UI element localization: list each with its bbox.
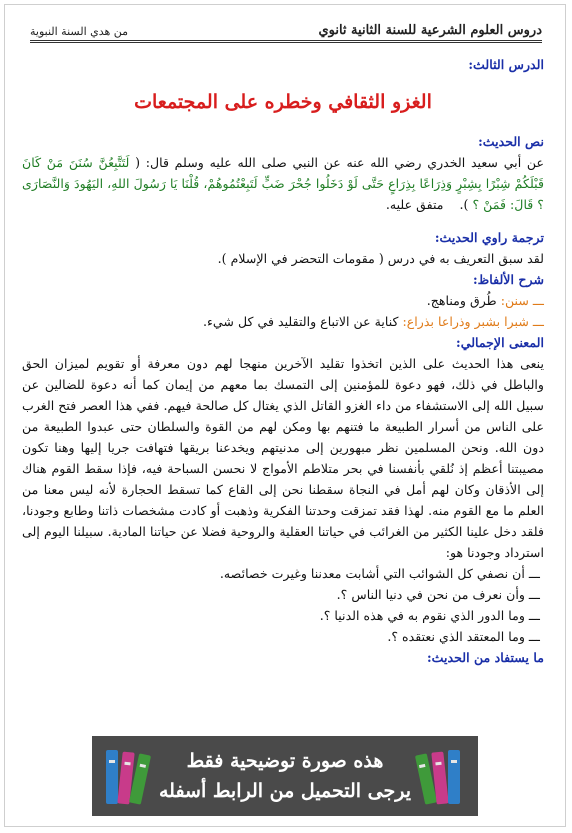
list-item: ـــ أن نصفي كل الشوائب التي أشابت معدننا وغيرت خصائصه. xyxy=(219,566,540,581)
hadith-heading: نص الحديث: xyxy=(478,134,544,149)
hadith-intro: عن أبي سعيد الخدري رضي الله عنه عن النبي صلى الله عليه وسلم قال: ( xyxy=(129,155,544,170)
vocab-item xyxy=(22,290,544,311)
banner-line-1: هذه صورة توضيحية فقط xyxy=(186,750,384,772)
vocab-term: سنن: xyxy=(500,293,529,308)
list-item: ـــ وأن نعرف من نحن في دنيا الناس ؟. xyxy=(336,587,540,602)
benefits-heading: ما يستفاد من الحديث: xyxy=(426,650,544,665)
list-item: ـــ وما المعتقد الذي نعتقده ؟. xyxy=(387,629,540,644)
banner-line-2: يرجى التحميل من الرابط أسفله xyxy=(158,780,412,802)
books-icon xyxy=(414,744,474,810)
page-header xyxy=(30,18,542,43)
hadith-paragraph xyxy=(22,152,544,215)
narrator-heading: ترجمة راوي الحديث: xyxy=(434,230,544,245)
header-main-title: دروس العلوم الشرعية للسنة الثانية ثانوي xyxy=(318,23,542,38)
hadith-text: لَتَتَّبِعُنَّ سُنَنَ مَنْ كَانَ قَبْلَكُمْ شِبْرًا بِشِبْرٍ وَذِرَاعًا بِذِرَاعٍ حَتَّى لَوْ دَخَلُوا جُحْرَ ضَبٍّ لَتَبِعْتُمُوهُمْ، قُلْنَا يَا رَسُولَ اللهِ، اليَهُودَ وَالنَّصَارَى ؟ قَالَ: فَمَنْ ؟ xyxy=(22,155,544,212)
vocab-item xyxy=(22,311,544,332)
vocab-term: شبرا بشبر وذراعا بذراع: xyxy=(402,314,529,329)
vocab-meaning: كناية عن الاتباع والتقليد في كل شيء. xyxy=(202,314,399,329)
lesson-title: الغزو الثقافي وخطره على المجتمعات xyxy=(134,91,432,113)
lesson-label: الدرس الثالث: xyxy=(468,57,544,72)
vocab-dash: ـــ xyxy=(532,293,544,308)
general-meaning-paragraph: ينعى هذا الحديث على الذين اتخذوا تقليد الآخرين منهجا لهم دون معرفة أو تقويم لميزان الحق والباطل في ذلك، فهو دعوة للمؤمنين إلى التمسك بما معهم من إيمان كما أنه دعوة للضالين عن سبيل الله إلى الاستشفاء من داء الغزو القاتل الذي يغتال كل صالحة فيهم. ففي هذا العصر فتح الغرب على الناس من أسرار الطبيعة ما فتنهم بها ومكن لهم من القوة والسلطان حتى عبدوا الطبيعة من دون الله. ونحن المسلمين نظر مبهورين إلى مدنيتهم ويخدعنا بريقها فتهافت جريا إليها وهنا تكون مصيبتنا أعظم إذ نُلقي بأنفسنا في بحر متلاطم الأمواج لا نحسن السباحة فيه، فإذا سقط القوم هناك إلى الأذقان وكان لهم أمل في النجاة سقطنا نحن إلى القاع كما تسقط الحجارة لأنه ليس معنا من العلم ما مع القوم منه. لهذا فقد تمزقت وحدتنا الفكرية وذهبت أو كادت مشخصات ذاتنا وطابع وجودنا، فلقد دخل علينا الكثير من الغرائب في حياتنا العقلية والروحية فضلا عن حياتنا المادية. سبيلنا اليوم إلى استرداد وجودنا هو: xyxy=(22,356,544,560)
hadith-agreed: متفق عليه. xyxy=(385,197,444,212)
list-item: ـــ وما الدور الذي نقوم به في هذه الدنيا ؟. xyxy=(319,608,540,623)
vocab-dash: ـــ xyxy=(532,314,544,329)
document-body xyxy=(22,52,544,668)
hadith-close: ). xyxy=(459,197,473,212)
narrator-text: لقد سبق التعريف به في درس ( مقومات التحضر في الإسلام ). xyxy=(217,251,544,266)
vocab-meaning: طُرق ومناهج. xyxy=(426,293,497,308)
vocab-heading: شرح الألفاظ: xyxy=(472,272,544,287)
general-meaning-heading: المعنى الإجمالي: xyxy=(456,335,544,350)
books-icon xyxy=(96,744,156,810)
header-subtitle: من هدي السنة النبوية xyxy=(30,25,129,38)
